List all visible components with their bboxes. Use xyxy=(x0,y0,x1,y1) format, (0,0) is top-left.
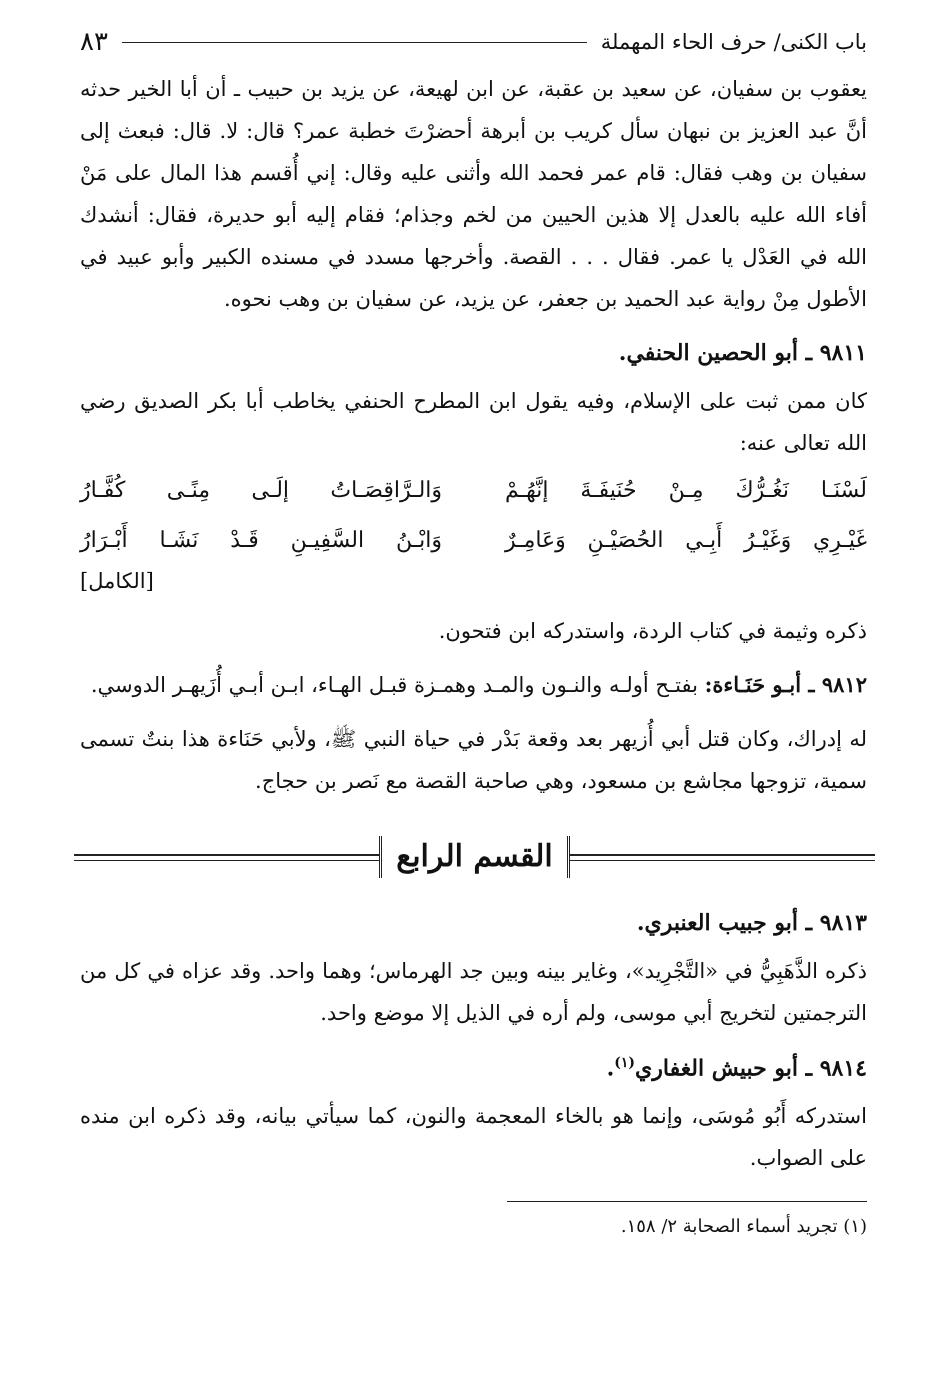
running-header xyxy=(80,18,867,66)
page-number: ٨٣ xyxy=(80,27,108,57)
entry-9811-text: كان ممن ثبت على الإسلام، وفيه يقول ابن المطرح الحنفي يخاطب أبا بكر الصديق رضي الله تعالى عنه: xyxy=(80,389,867,455)
entry-9814-text: استدركه أَبُو مُوسَى، وإنما هو بالخاء المعجمة والنون، كما سيأتي بيانه، وقد ذكره ابن منده على الصواب. xyxy=(80,1104,867,1171)
verse-1-first-hemistich: لَسْنَـا نَغُـرُّكَ مِـنْ حُنَيفَـةَ إنَّهُـمْ xyxy=(504,478,867,503)
verse-2-second-hemistich: وَابْـنُ السَّفِيـنِ قَـدْ نَشَـا أَبْـرَارُ xyxy=(80,528,443,553)
entry-9814-end: . xyxy=(606,1055,615,1082)
section-divider xyxy=(74,836,875,878)
running-title: باب الكنى/ حرف الحاء المهملة xyxy=(600,30,867,54)
entry-9812-rest: بفتـح أولـه والنـون والمـد وهمـزة قبـل الهـاء، ابـن أبـي أُزَيهـر الدوسي. xyxy=(90,673,705,697)
poem-block xyxy=(80,468,867,598)
section-rule-right xyxy=(570,854,875,861)
footnote-rule xyxy=(507,1201,867,1202)
verse-line-2 xyxy=(80,518,867,564)
verse-line-1 xyxy=(80,468,867,514)
entry-9814-title: ٩٨١٤ ـ أبو حبيش الغفاري xyxy=(635,1055,867,1082)
entry-9812-heading: ٩٨١٢ ـ أبـو حَنَـاءة: xyxy=(704,672,867,697)
section-rule-left xyxy=(74,854,379,861)
section-title: القسم الرابع xyxy=(379,836,570,878)
entry-9811-after: ذكره وثيمة في كتاب الردة، واستدركه ابن فتحون. xyxy=(438,619,867,643)
header-rule xyxy=(122,42,587,43)
footnote: (١) تجريد أسماء الصحابة ٢/ ١٥٨. xyxy=(620,1216,867,1238)
intro-paragraph: يعقوب بن سفيان، عن سعيد بن عقبة، عن ابن لهيعة، عن يزيد بن حبيب ـ أن أبا الخير حدثه أنَّ عبد العزيز بن نبهان سأل كريب بن أبرهة أحضرْتَ خطبة عمر؟ قال: لا. قال: فبعث إلى سفيان بن وهب فقال: قام عمر فحمد الله وأثنى عليه وقال: إني أُقسم هذا المال على مَنْ أفاء الله عليه بالعدل إلا هذين الحيين من لخم وجذام؛ فقام إليه أبو حديرة، فقال: أنشدك الله في العَدْل يا عمر. فقال . . . القصة. وأخرجها مسدد في مسنده الكبير وأبو عبيد في الأطول مِنْ رواية عبد الحميد بن جعفر، عن يزيد، عن سفيان بن وهب نحوه. xyxy=(80,77,867,311)
entry-9812-text: له إدراك، وكان قتل أبي أُزيهر بعد وقعة بَدْر في حياة النبي ﷺ، ولأبي حَنَاءة هذا بنتٌ تسمى سمية، تزوجها مجاشع بن مسعود، وهي صاحبة القصة مع نَصر بن حجاج. xyxy=(80,727,867,793)
entry-9813-text: ذكره الذَّهَبِيُّ في «التَّجْرِيد»، وغاير بينه وبين جد الهرماس؛ وهما واحد. وقد عزاه في كل من الترجمتين لتخريج أبي موسى، ولم أره في الذيل إلا موضع واحد. xyxy=(80,959,867,1025)
entry-9814-heading xyxy=(80,1042,867,1089)
entry-9811-heading: ٩٨١١ ـ أبو الحصين الحنفي. xyxy=(618,340,867,366)
verse-1-second-hemistich: وَالـرَّاقِصَـاتُ إلَـى مِنًـى كُفَّـارُ xyxy=(80,478,443,503)
footnote-marker[interactable]: (١) xyxy=(614,1055,636,1071)
entry-9812 xyxy=(80,664,867,706)
entry-9813-heading: ٩٨١٣ ـ أبو جبيب العنبري. xyxy=(636,910,867,936)
verse-2-first-hemistich: غَيْـرِي وَغَيْـرُ أَبِـي الحُصَيْـنِ وَعَامِـرٌ xyxy=(504,528,867,553)
poem-meter: [الكامل] xyxy=(80,569,154,593)
